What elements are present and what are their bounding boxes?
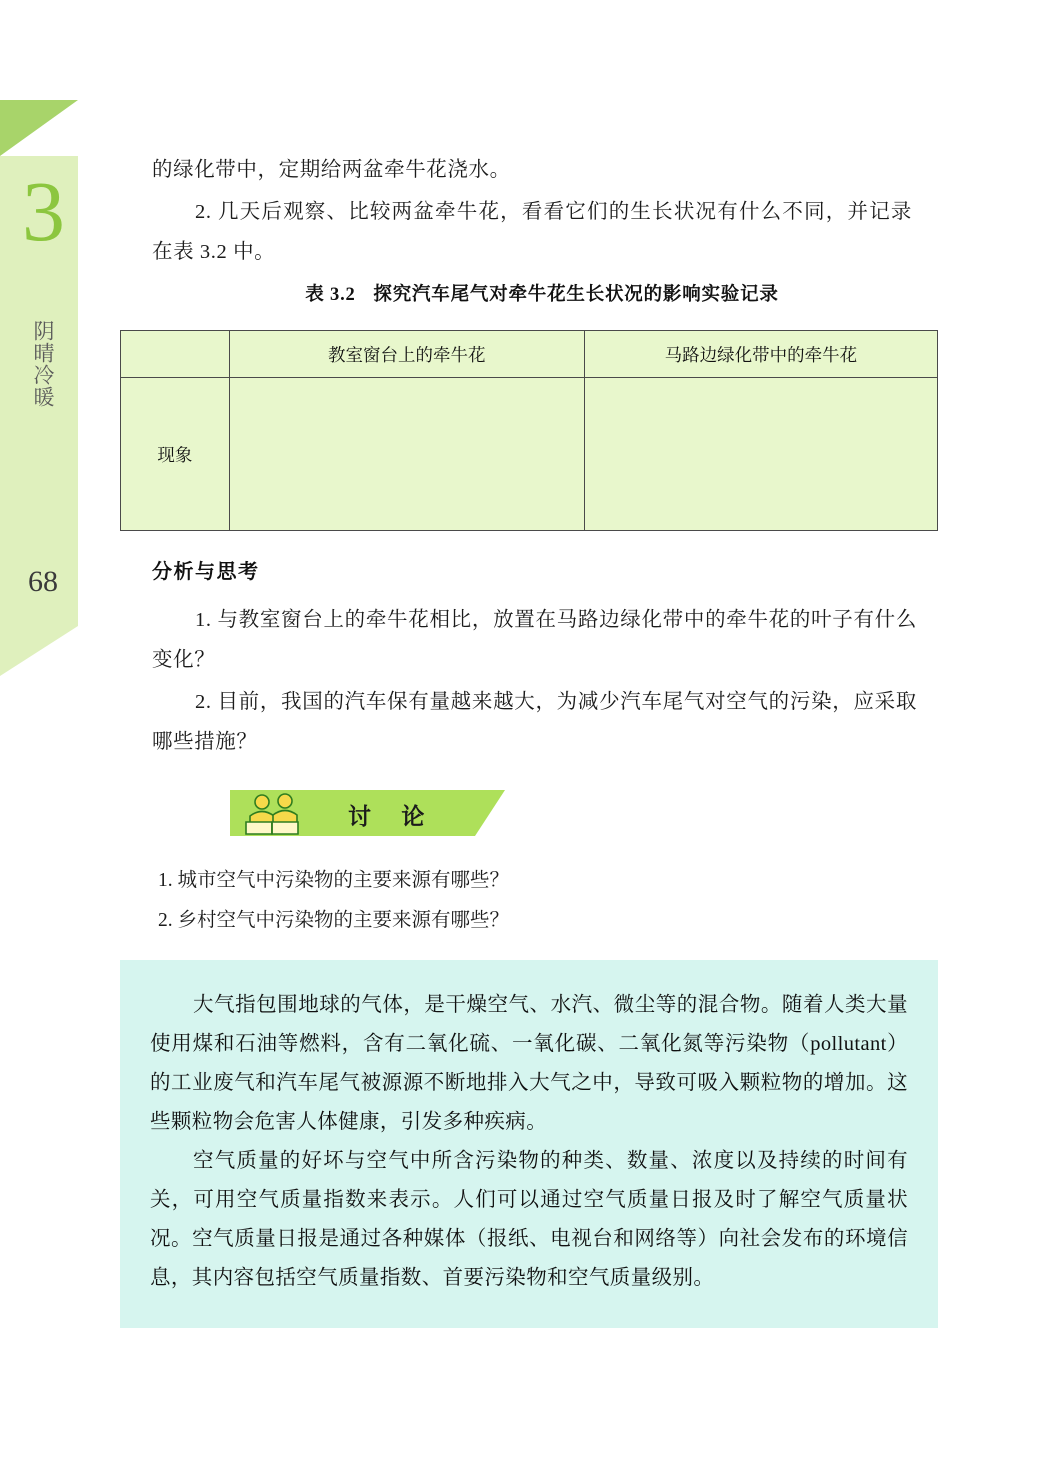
- paragraph-step-2: 2. 几天后观察、比较两盆牵牛花，看看它们的生长状况有什么不同，并记录在表 3.2 中。: [152, 201, 912, 263]
- discussion-banner: [230, 790, 505, 836]
- table-cell-roadside-answer[interactable]: [584, 378, 937, 531]
- chapter-number: 3: [22, 163, 65, 259]
- rail-band-foot-decoration: [0, 626, 78, 676]
- experiment-record-table: [120, 330, 938, 531]
- table-header-cell-roadside: 马路边绿化带中的牵牛花: [584, 331, 937, 378]
- info-box: [120, 960, 938, 1328]
- analysis-question-2: 2. 目前，我国的汽车保有量越来越大，为减少汽车尾气对空气的污染，应采取哪些措施？: [152, 691, 917, 753]
- info-box-paragraph-2: 空气质量的好坏与空气中所含污染物的种类、数量、浓度以及持续的时间有关，可用空气质量指数来表示。人们可以通过空气质量日报及时了解空气质量状况。空气质量日报是通过各种媒体（报纸、电视台和网络等）向社会发布的环境信息，其内容包括空气质量指数、首要污染物和空气质量级别。: [150, 1150, 908, 1289]
- table-caption: [152, 280, 932, 306]
- discussion-item-2: 2. 乡村空气中污染物的主要来源有哪些？: [158, 910, 510, 931]
- discussion-banner-label: 讨 论: [348, 803, 437, 829]
- two-students-reading-icon: [238, 792, 333, 836]
- table-cell-windowsill-answer[interactable]: [229, 378, 584, 531]
- table-row-label-phenomenon: 现象: [121, 378, 230, 531]
- analysis-question-1: 1. 与教室窗台上的牵牛花相比，放置在马路边绿化带中的牵牛花的叶子有什么变化？: [152, 609, 917, 671]
- paragraph-continuation: 的绿化带中，定期给两盆牵牛花浇水。: [152, 159, 511, 181]
- rail-triangle-decoration: [0, 100, 78, 156]
- left-margin-rail: [0, 0, 120, 1474]
- table-header-cell-blank: [121, 331, 230, 378]
- table-caption-text: 探究汽车尾气对牵牛花生长状况的影响实验记录: [373, 283, 779, 304]
- chapter-vertical-title: 阴晴冷暖: [31, 320, 54, 408]
- info-box-paragraph-1: 大气指包围地球的气体，是干燥空气、水汽、微尘等的混合物。随着人类大量使用煤和石油等燃料，含有二氧化硫、一氧化碳、二氧化氮等污染物（pollutant）的工业废气和汽车尾气被源源不断地排入大气之中，导致可吸入颗粒物的增加。这些颗粒物会危害人体健康，引发多种疾病。: [150, 994, 908, 1133]
- table-row: [121, 378, 938, 531]
- table-caption-label: 表 3.2: [305, 285, 356, 305]
- discussion-banner-arrow: [475, 790, 505, 836]
- section-title-analysis: 分析与思考: [152, 561, 260, 583]
- page-number: 68: [28, 565, 58, 598]
- table-header-row: [121, 331, 938, 378]
- table-header-cell-windowsill: 教室窗台上的牵牛花: [229, 331, 584, 378]
- discussion-item-1: 1. 城市空气中污染物的主要来源有哪些？: [158, 870, 510, 891]
